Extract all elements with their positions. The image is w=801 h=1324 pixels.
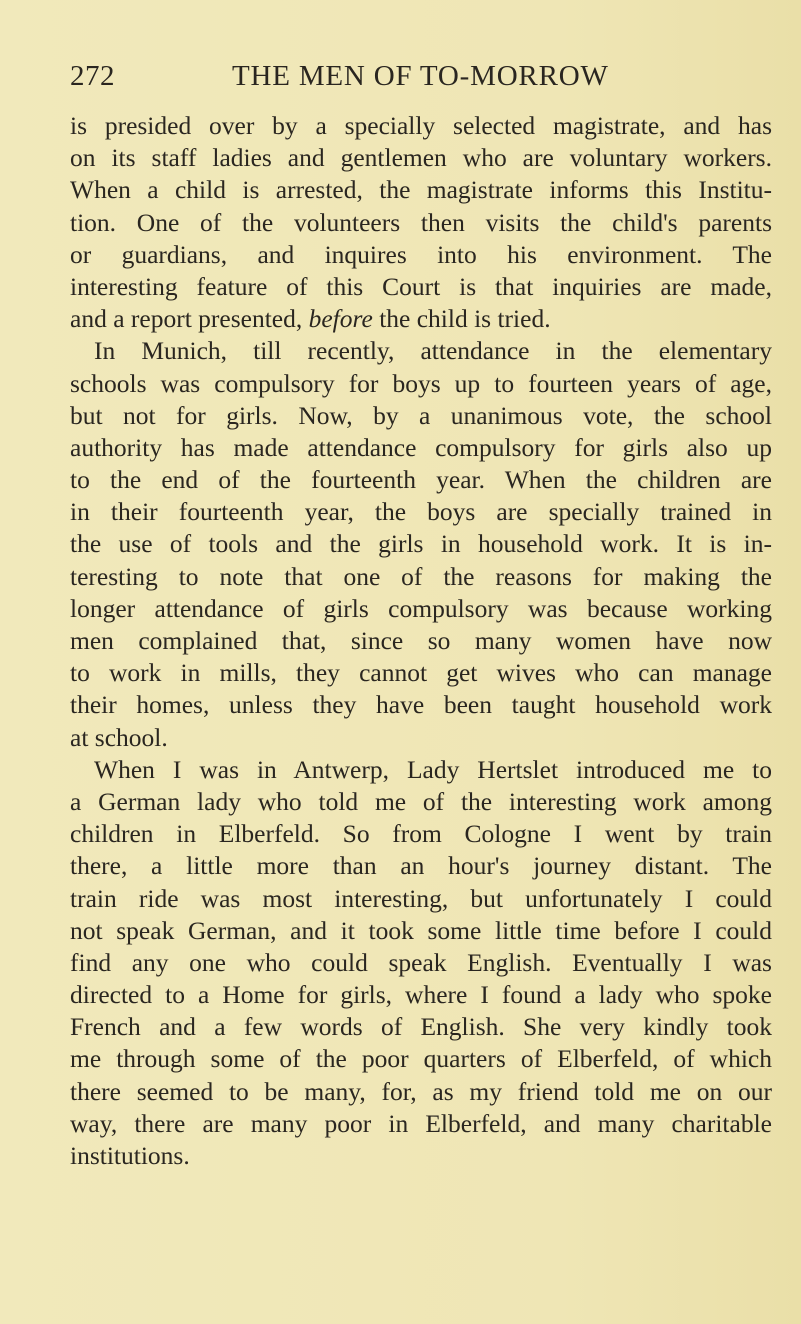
paragraph-start-line: In Munich, till recently, attendance in the elementary — [94, 336, 772, 366]
page-number: 272 — [70, 60, 115, 92]
text-line — [70, 303, 772, 335]
text-line: in their fourteenth year, the boys are specially trained in — [70, 497, 772, 527]
text-line: way, there are many poor in Elberfeld, and many charitable — [70, 1108, 772, 1138]
text-line: schools was compulsory for boys up to fourteen years of age, — [70, 368, 772, 398]
text-segment: the child is tried. — [372, 304, 551, 334]
text-line: longer attendance of girls compulsory was because working — [70, 593, 772, 623]
text-line: but not for girls. Now, by a unanimous vote, the school — [70, 400, 772, 430]
text-line: is presided over by a specially selected magistrate, and has — [70, 111, 772, 140]
text-line: there, a little more than an hour's journey distant. The — [70, 851, 772, 881]
text-line: interesting feature of this Court is that inquiries are made, — [70, 271, 772, 301]
text-line: to the end of the fourteenth year. When the children are — [70, 465, 772, 495]
text-line: institutions. — [70, 1141, 190, 1170]
text-line: teresting to note that one of the reasons for making the — [70, 561, 772, 591]
text-line: authority has made attendance compulsory for girls also up — [70, 432, 772, 462]
text-line: or guardians, and inquires into his environment. The — [70, 239, 772, 269]
text-line: the use of tools and the girls in household work. It is in- — [70, 529, 772, 559]
text-line: to work in mills, they cannot get wives who can manage — [70, 658, 772, 688]
body-text — [70, 110, 772, 1172]
text-line: children in Elberfeld. So from Cologne I went by train — [70, 819, 772, 849]
text-line: When a child is arrested, the magistrate informs this Institu- — [70, 175, 772, 205]
text-line: a German lady who told me of the interesting work among — [70, 786, 772, 816]
text-line: tion. One of the volunteers then visits the child's parents — [70, 207, 772, 237]
text-segment: and a report presented, — [70, 304, 309, 334]
text-line: there seemed to be many, for, as my friend told me on our — [70, 1076, 772, 1106]
text-line: not speak German, and it took some little time before I could — [70, 915, 772, 945]
text-line: train ride was most interesting, but unfortunately I could — [70, 883, 772, 913]
text-line: men complained that, since so many women have now — [70, 626, 772, 655]
paragraph-start-line: When I was in Antwerp, Lady Hertslet introduced me to — [94, 754, 772, 784]
text-line: find any one who could speak English. Eventually I was — [70, 947, 772, 977]
text-line: on its staff ladies and gentlemen who are voluntary workers. — [70, 143, 772, 173]
running-head: THE MEN OF TO-MORROW — [232, 60, 609, 92]
text-line: their homes, unless they have been taught household work — [70, 690, 772, 720]
text-line: me through some of the poor quarters of Elberfeld, of which — [70, 1044, 772, 1074]
text-line: directed to a Home for girls, where I found a lady who spoke — [70, 980, 772, 1010]
page-header — [70, 60, 777, 100]
text-line: at school. — [70, 722, 168, 752]
text-line: French and a few words of English. She very kindly took — [70, 1012, 772, 1042]
italic-word: before — [308, 304, 373, 334]
